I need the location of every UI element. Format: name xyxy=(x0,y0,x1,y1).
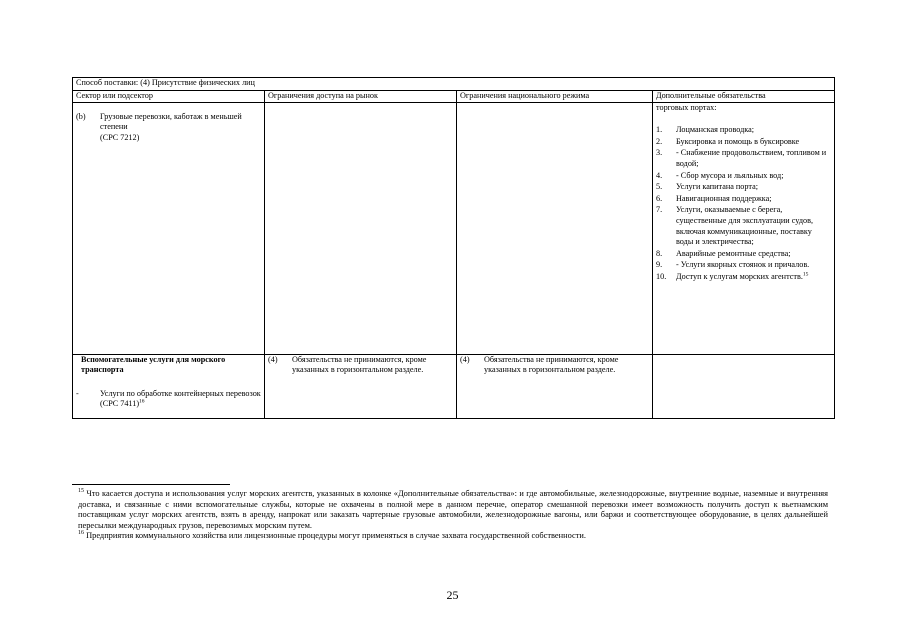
row1-sector-cpc: (CPC 7212) xyxy=(100,132,140,142)
footnote-ref-16: 16 xyxy=(139,398,145,405)
row1-market-access-cell xyxy=(265,102,457,354)
header-national-treatment: Ограничения национального режима xyxy=(457,91,653,103)
additional-item-number: 1. xyxy=(656,125,663,135)
commitments-table xyxy=(72,77,835,419)
additional-item-number: 3. xyxy=(656,148,663,158)
additional-commitments-list xyxy=(656,125,831,282)
row2-market-access-cell xyxy=(265,354,457,418)
additional-item-body xyxy=(676,249,831,260)
additional-item-body xyxy=(676,182,831,193)
additional-item-number: 9. xyxy=(656,260,663,270)
row1-national-treatment-cell xyxy=(457,102,653,354)
footnote-text: Предприятия коммунального хозяйства или лицензионные процедуры могут применяться в случае захвата государственной собственности. xyxy=(86,531,586,541)
additional-item-number: 10. xyxy=(656,271,667,281)
row2-national-treatment-cell xyxy=(457,354,653,418)
header-additional-commitments: Дополнительные обязательства xyxy=(653,91,835,103)
row1-sector-text: Грузовые перевозки, каботаж в меньшей степени xyxy=(100,111,242,132)
additional-item-body xyxy=(676,137,831,148)
footnote-number: 15 xyxy=(78,488,84,495)
additional-item-text: - Сбор мусора и льяльных вод; xyxy=(676,170,784,180)
additional-item-text: Буксировка и помощь в буксировке xyxy=(676,136,800,146)
additional-item-body xyxy=(676,171,831,182)
additional-item-number: 8. xyxy=(656,248,663,258)
additional-item-text: - Снабжение продовольствием, топливом и водой; xyxy=(676,148,827,168)
row1-sector-entry xyxy=(76,112,261,144)
additional-item-number: 7. xyxy=(656,205,663,215)
additional-item xyxy=(656,171,831,182)
row2-additional-cell xyxy=(653,354,835,418)
row2-sector-cpc: (CPC 7411) xyxy=(100,399,140,409)
additional-item-text: Лоцманская проводка; xyxy=(676,125,755,135)
footnote-separator xyxy=(72,484,230,485)
row2-sector-cell xyxy=(73,354,265,418)
additional-item-body xyxy=(676,205,831,247)
row2-market-access-entry xyxy=(268,355,453,376)
additional-item-body xyxy=(676,148,831,169)
mode-of-supply-banner: Способ поставки: (4) Присутствие физических лиц xyxy=(73,78,835,91)
row2-sector-dash: - xyxy=(76,388,79,398)
row1-additional-cell xyxy=(653,102,835,354)
row2-market-access-number: (4) xyxy=(268,354,278,364)
additional-item xyxy=(656,205,831,247)
footnote-ref-15: 15 xyxy=(802,271,809,278)
additional-item-body xyxy=(676,272,831,283)
additional-item-text: Аварийные ремонтные средства; xyxy=(676,248,791,258)
additional-item xyxy=(656,182,831,193)
additional-item-body xyxy=(676,125,831,136)
additional-item-text: Доступ к услугам морских агентств. xyxy=(676,271,803,281)
row1-sector-cell xyxy=(73,102,265,354)
footnote-text: Что касается доступа и использования услуг морских агентств, указанных в колонке «Дополнительные обязательства»: и где автомобильные, железнодорожные, внутренние водные, наземные и внутренняя доставка, и связанные с ними вспомогательные службы, которые не охвачены в полной мере в данном перечне, оператор смешанной перевозки имеет возможность получить доступ к вьетнамским поставщикам услуг морских агентств, взять в аренду, напрокат или заказать чартерные грузовые автомобили, железнодорожные вагоны, или баржи и соответствующее оборудование, в целях дальнейшей пересылки международных грузов, перевозимых морским путем. xyxy=(78,489,829,530)
additional-item xyxy=(656,260,831,271)
row2-national-treatment-entry xyxy=(460,355,649,376)
additional-item-number: 5. xyxy=(656,182,663,192)
additional-item-text: Навигационная поддержка; xyxy=(676,193,772,203)
row1-sector-number: (b) xyxy=(76,111,86,121)
additional-item-number: 2. xyxy=(656,136,663,146)
footnote-number: 16 xyxy=(78,530,84,537)
additional-item-body xyxy=(676,260,831,271)
additional-item xyxy=(656,125,831,136)
additional-item xyxy=(656,148,831,169)
additional-item-text: Услуги, оказываемые с берега, существенные для эксплуатации судов, включая коммуникационные, поставку воды и электричества; xyxy=(676,205,814,247)
row2-national-treatment-text: Обязательства не принимаются, кроме указанных в горизонтальном разделе. xyxy=(484,354,619,375)
row2-market-access-text: Обязательства не принимаются, кроме указанных в горизонтальном разделе. xyxy=(292,354,427,375)
footnotes xyxy=(78,489,828,542)
header-market-access: Ограничения доступа на рынок xyxy=(265,91,457,103)
page-number: 25 xyxy=(446,588,459,602)
additional-item xyxy=(656,194,831,205)
header-sector: Сектор или подсектор xyxy=(73,91,265,103)
footnote xyxy=(78,489,828,531)
row2-sector-title: Вспомогательные услуги для морского транспорта xyxy=(81,354,226,375)
additional-item-text: - Услуги якорных стоянок и причалов. xyxy=(676,260,810,270)
additional-item xyxy=(656,137,831,148)
footnote xyxy=(78,531,828,542)
additional-item xyxy=(656,272,831,283)
row1-additional-intro: торговых портах: xyxy=(656,102,717,112)
additional-item-number: 4. xyxy=(656,170,663,180)
additional-item xyxy=(656,249,831,260)
additional-item-body xyxy=(676,194,831,205)
additional-item-text: Услуги капитана порта; xyxy=(676,182,758,192)
additional-item-number: 6. xyxy=(656,193,663,203)
row2-national-treatment-number: (4) xyxy=(460,354,470,364)
row2-sector-item: Услуги по обработке контейнерных перевозок xyxy=(100,388,261,398)
row2-sector-entry xyxy=(76,389,261,410)
